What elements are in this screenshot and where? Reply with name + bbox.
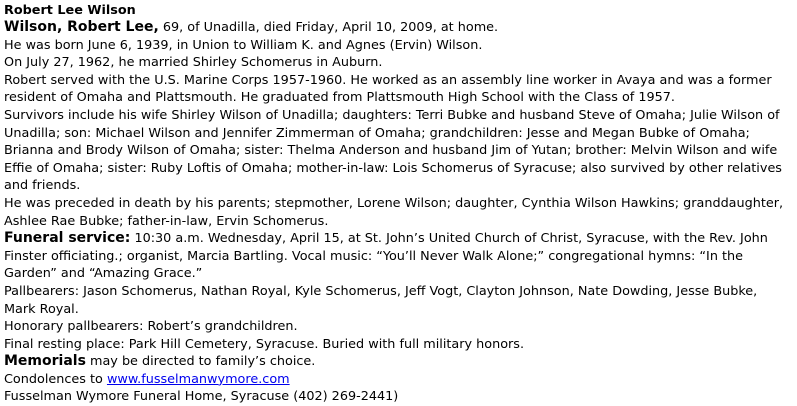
funeral-paragraph: [4, 230, 790, 283]
intro-text: 69, of Unadilla, died Friday, April 10, 2009, at home.: [158, 20, 499, 35]
birth-paragraph: He was born June 6, 1939, in Union to William K. and Agnes (Ervin) Wilson.: [4, 37, 483, 53]
marriage-paragraph: On July 27, 1962, he married Shirley Schomerus in Auburn.: [4, 55, 383, 71]
resting-place-paragraph: Final resting place: Park Hill Cemetery, Syracuse. Buried with full military honors.: [4, 336, 525, 352]
preceded-paragraph: He was preceded in death by his parents; stepmother, Lorene Wilson; daughter, Cynthia Wilson Hawkins; granddaughter, Ashlee Rae Bubke; father-in-law, Ervin Schomerus.: [4, 195, 784, 229]
deceased-name: Wilson, Robert Lee,: [4, 19, 159, 35]
memorials-paragraph: [4, 353, 790, 371]
survivors-paragraph: Survivors include his wife Shirley Wilson of Unadilla; daughters: Terri Bubke and husband Steve of Omaha; Julie Wilson of Unadilla; son: Michael Wilson and Jennifer Zimmerman of Omaha; grandchildren: Jesse and Megan Bubke of Omaha; Brianna and Brody Wilson of Omaha; sister: Thelma Anderson and husband Jim of Yutan; brother: Melvin Wilson and wife Effie of Omaha; sister: Ruby Loftis of Omaha; mother-in-law: Lois Schomerus of Syracuse; also survived by other relatives and friends.: [4, 107, 782, 194]
funeral-label: Funeral service:: [4, 230, 131, 247]
funeral-text: 10:30 a.m. Wednesday, April 15, at St. John’s United Church of Christ, Syracuse, with the Rev. John Finster officiating.; organist, Marcia Bartling. Vocal music: “You’ll Never Walk Alone;” congregational hymns: “In the Garden” and “Amazing Grace.”: [4, 231, 768, 282]
intro-paragraph: [4, 19, 790, 37]
obituary-title: Robert Lee Wilson: [4, 3, 136, 18]
career-paragraph: Robert served with the U.S. Marine Corps 1957-1960. He worked as an assembly line worker in Avaya and was a former resident of Omaha and Plattsmouth. He graduated from Plattsmouth High School with the Class of 1957.: [4, 72, 772, 106]
condolences-prefix: Condolences to: [4, 371, 107, 387]
condolences-paragraph: [4, 371, 790, 389]
memorials-label: Memorials: [4, 353, 86, 370]
pallbearers-paragraph: Pallbearers: Jason Schomerus, Nathan Royal, Kyle Schomerus, Jeff Vogt, Clayton Johnson, Nate Dowding, Jesse Bubke, Mark Royal.: [4, 283, 758, 317]
memorials-text: may be directed to family’s choice.: [85, 354, 316, 370]
honorary-pallbearers-paragraph: Honorary pallbearers: Robert’s grandchildren.: [4, 319, 298, 335]
funeral-home-paragraph: Fusselman Wymore Funeral Home, Syracuse (402) 269-2441): [4, 389, 399, 405]
funeral-home-link[interactable]: www.fusselmanwymore.com: [106, 371, 290, 387]
